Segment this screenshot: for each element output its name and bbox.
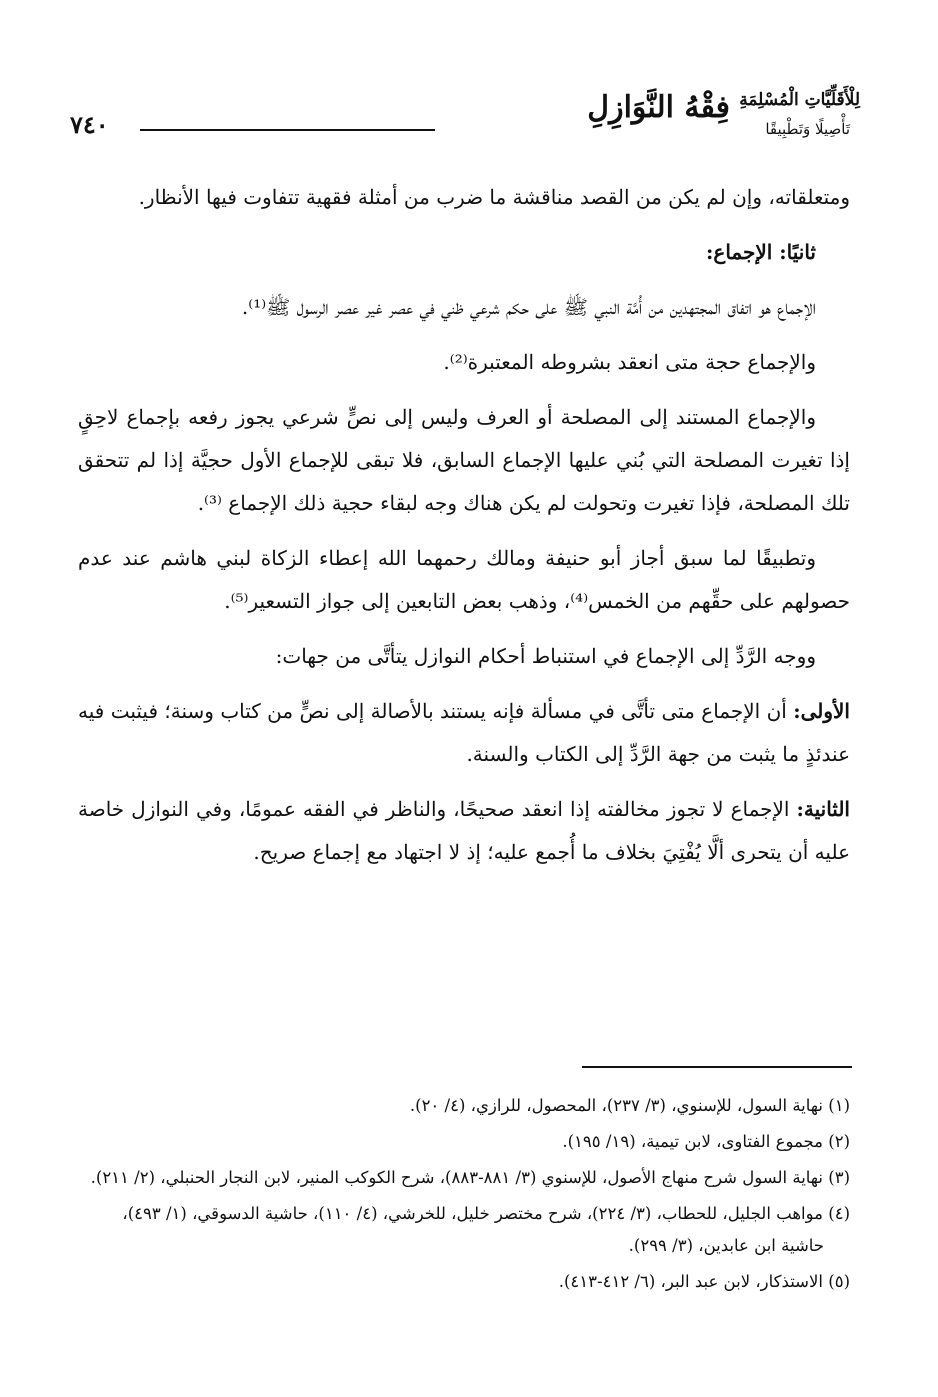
book-title: فِقْهُ النَّوَازِلِ bbox=[587, 90, 730, 125]
second-aspect-lead: الثانية: bbox=[796, 797, 850, 821]
section-heading: ثانيًا: الإجماع: bbox=[706, 240, 816, 264]
footnote: (٢) مجموع الفتاوى، لابن تيمية، (١٩/ ١٩٥). bbox=[562, 1132, 850, 1151]
paragraph-maslaha: والإجماع المستند إلى المصلحة أو العرف وليس إلى نصٍّ شرعي يجوز رفعه بإجماع لاحِقٍ إذا تغيرت المصلحة التي بُني عليها الإجماع السابق، فلا تبقى للإجماع الأول حجيَّة إذا لم تتحقق تلك المصلحة، فإذا تغيرت وتحولت لم يكن هناك وجه لبقاء حجية ذلك الإجماع ⁽³⁾. bbox=[78, 405, 850, 515]
header-rule bbox=[140, 129, 435, 131]
footnote: (١) نهاية السول، للإسنوي، (٣/ ٢٣٧)، المحصول، للرازي، (٤/ ٢٠). bbox=[409, 1096, 850, 1115]
paragraph-first-aspect bbox=[78, 690, 850, 776]
second-aspect-text: الإجماع لا تجوز مخالفته إذا انعقد صحيحًا، والناظر في الفقه عمومًا، وفي النوازل خاصة عليه أن يتحرى ألَّا يُفْتِيَ بخلاف ما أُجمع عليه؛ إذ لا اجتهاد مع إجماع صريح. bbox=[78, 797, 850, 864]
footnote: (٤) مواهب الجليل، للحطاب، (٣/ ٢٢٤)، شرح مختصر خليل، للخرشي، (٤/ ١١٠)، حاشية الدسوقي، (١/ ٤٩٣)، حاشية ابن عابدين، (٣/ ٢٩٩). bbox=[122, 1204, 850, 1255]
footnote: (٣) نهاية السول شرح منهاج الأصول، للإسنوي (٣/ ٨٨١-٨٨٣)، شرح الكوكب المنير، لابن النجار الحنبلي، (٢/ ٢١١). bbox=[90, 1168, 850, 1187]
paragraph-continuation: ومتعلقاته، وإن لم يكن من القصد مناقشة ما ضرب من أمثلة فقهية تتفاوت فيها الأنظار. bbox=[138, 185, 850, 209]
page-number: ٧٤٠ bbox=[70, 110, 109, 139]
main-text bbox=[78, 176, 850, 886]
footnote: (٥) الاستذكار، لابن عبد البر، (٦/ ٤١٢-٤١٣). bbox=[558, 1272, 850, 1291]
paragraph-application: وتطبيقًا لما سبق أجاز أبو حنيفة ومالك رحمهما الله إعطاء الزكاة لبني هاشم عند عدم حصولهم على حقِّهم من الخمس⁽⁴⁾، وذهب بعض التابعين إلى جواز التسعير⁽⁵⁾. bbox=[78, 546, 850, 613]
paragraph-authority: والإجماع حجة متى انعقد بشروطه المعتبرة⁽²⁾. bbox=[443, 350, 816, 374]
first-aspect-text: أن الإجماع متى تأتَّى في مسألة فإنه يستند بالأصالة إلى نصٍّ من كتاب وسنة؛ فيثبت فيه عندئذٍ ما يثبت من جهة الرَّدِّ إلى الكتاب والسنة. bbox=[78, 699, 850, 766]
footnote-rule bbox=[582, 1066, 852, 1068]
paragraph-second-aspect bbox=[78, 788, 850, 874]
book-subtitle-secondary: تَأْصِيلًا وَتَطْبِيقًا bbox=[765, 120, 850, 138]
paragraph-aspects-intro: ووجه الرَّدِّ إلى الإجماع في استنباط أحكام النوازل يتأتَّى من جهات: bbox=[275, 644, 816, 668]
first-aspect-lead: الأولى: bbox=[793, 699, 850, 723]
paragraph-definition: الإجماع هو اتفاق المجتهدين من أُمَّة النبي ﷺ على حكم شرعي ظني في عصر غير عصر الرسول ﷺ⁽¹⁾. bbox=[241, 295, 816, 319]
footnotes bbox=[78, 1090, 850, 1302]
page-header bbox=[70, 80, 860, 160]
book-subtitle: لِلْأَقَلِّيَّاتِ الْمُسْلِمَةِ bbox=[739, 90, 860, 110]
